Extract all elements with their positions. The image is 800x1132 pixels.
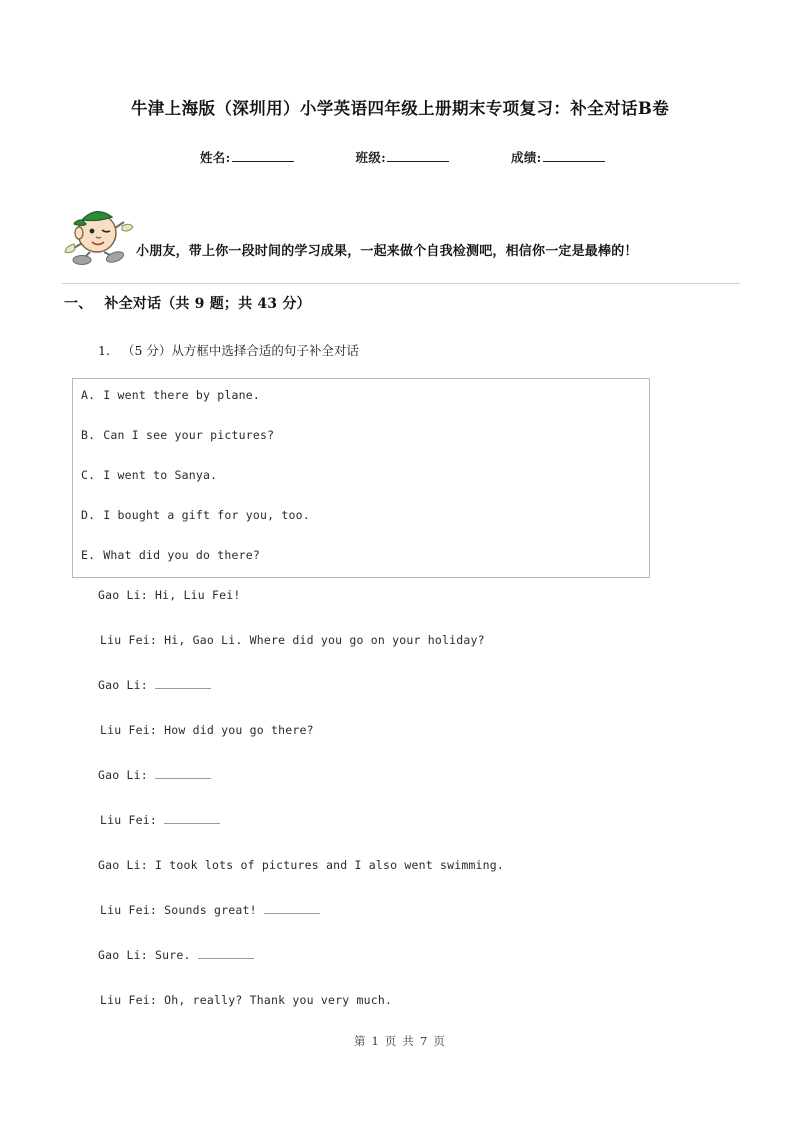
dialogue-line bbox=[98, 858, 504, 872]
option-a-text: I went there by plane. bbox=[103, 388, 260, 402]
question-text: （5 分）从方框中选择合适的句子补全对话 bbox=[121, 343, 359, 358]
dialogue-answer-blank[interactable] bbox=[198, 948, 254, 959]
question-number: 1. bbox=[98, 343, 110, 358]
student-class-blank[interactable] bbox=[387, 150, 449, 162]
option-a-key: A. bbox=[81, 388, 96, 402]
cartoon-boy-mascot-icon bbox=[62, 200, 134, 266]
dialogue-text: Hi, Gao Li. Where did you go on your holiday? bbox=[164, 633, 485, 647]
dialogue-speaker: Gao Li: bbox=[98, 858, 148, 872]
student-info-row bbox=[200, 148, 620, 166]
dialogue-text: I took lots of pictures and I also went swimming. bbox=[155, 858, 505, 872]
student-score-blank[interactable] bbox=[543, 150, 605, 162]
option-a[interactable] bbox=[81, 388, 260, 402]
section-divider bbox=[62, 283, 740, 284]
option-c-key: C. bbox=[81, 468, 96, 482]
option-b-text: Can I see your pictures? bbox=[103, 428, 275, 442]
dialogue-text: Hi, Liu Fei! bbox=[155, 588, 241, 602]
dialogue-answer-blank[interactable] bbox=[164, 813, 220, 824]
option-c-text: I went to Sanya. bbox=[103, 468, 218, 482]
dialogue-text: How did you go there? bbox=[164, 723, 314, 737]
question-1-prompt bbox=[98, 341, 359, 359]
dialogue-answer-blank[interactable] bbox=[155, 678, 211, 689]
greeting-banner bbox=[62, 200, 762, 270]
dialogue-speaker: Liu Fei: bbox=[100, 813, 157, 827]
dialogue-line bbox=[98, 678, 211, 692]
greeting-text: 小朋友，带上你一段时间的学习成果，一起来做个自我检测吧，相信你一定是最棒的！ bbox=[136, 244, 638, 259]
dialogue-speaker: Gao Li: bbox=[98, 948, 148, 962]
dialogue-answer-blank[interactable] bbox=[155, 768, 211, 779]
dialogue-line bbox=[98, 948, 254, 962]
page-footer: 第 1 页 共 7 页 bbox=[353, 1034, 447, 1048]
dialogue-speaker: Liu Fei: bbox=[100, 903, 157, 917]
student-score-field[interactable] bbox=[511, 148, 605, 166]
student-class-field[interactable] bbox=[356, 148, 450, 166]
dialogue-line bbox=[100, 903, 320, 917]
dialogue-text: Sure. bbox=[155, 948, 191, 962]
dialogue-line bbox=[100, 813, 220, 827]
student-score-label: 成绩: bbox=[511, 150, 542, 165]
dialogue-answer-blank[interactable] bbox=[264, 903, 320, 914]
dialogue-line bbox=[100, 993, 392, 1007]
dialogue-speaker: Liu Fei: bbox=[100, 633, 157, 647]
dialogue-speaker: Gao Li: bbox=[98, 678, 148, 692]
student-class-label: 班级: bbox=[355, 150, 387, 165]
dialogue-speaker: Liu Fei: bbox=[100, 993, 157, 1007]
dialogue-line bbox=[98, 768, 211, 782]
option-b[interactable] bbox=[81, 428, 274, 442]
section-heading bbox=[64, 293, 311, 313]
dialogue-text: Oh, really? Thank you very much. bbox=[164, 993, 393, 1007]
dialogue-line bbox=[98, 588, 240, 602]
page-title: 牛津上海版（深圳用）小学英语四年级上册期末专项复习：补全对话B卷 bbox=[130, 99, 670, 118]
option-c[interactable] bbox=[81, 468, 217, 482]
option-e-text: What did you do there? bbox=[103, 548, 260, 562]
dialogue-line bbox=[100, 723, 314, 737]
option-e[interactable] bbox=[81, 548, 260, 562]
student-name-blank[interactable] bbox=[232, 150, 294, 162]
section-number: 一、 bbox=[64, 296, 93, 312]
answer-choice-box bbox=[72, 378, 650, 578]
option-b-key: B. bbox=[81, 428, 96, 442]
dialogue-speaker: Gao Li: bbox=[98, 768, 148, 782]
option-d-key: D. bbox=[81, 508, 96, 522]
option-d-text: I bought a gift for you, too. bbox=[103, 508, 310, 522]
section-title: 补全对话（共 9 题；共 43 分） bbox=[104, 296, 311, 312]
dialogue-speaker: Gao Li: bbox=[98, 588, 148, 602]
dialogue-speaker: Liu Fei: bbox=[100, 723, 157, 737]
option-d[interactable] bbox=[81, 508, 310, 522]
student-name-field[interactable] bbox=[200, 148, 294, 166]
option-e-key: E. bbox=[81, 548, 96, 562]
student-name-label: 姓名: bbox=[200, 150, 231, 165]
dialogue-line bbox=[100, 633, 485, 647]
dialogue-text: Sounds great! bbox=[164, 903, 257, 917]
